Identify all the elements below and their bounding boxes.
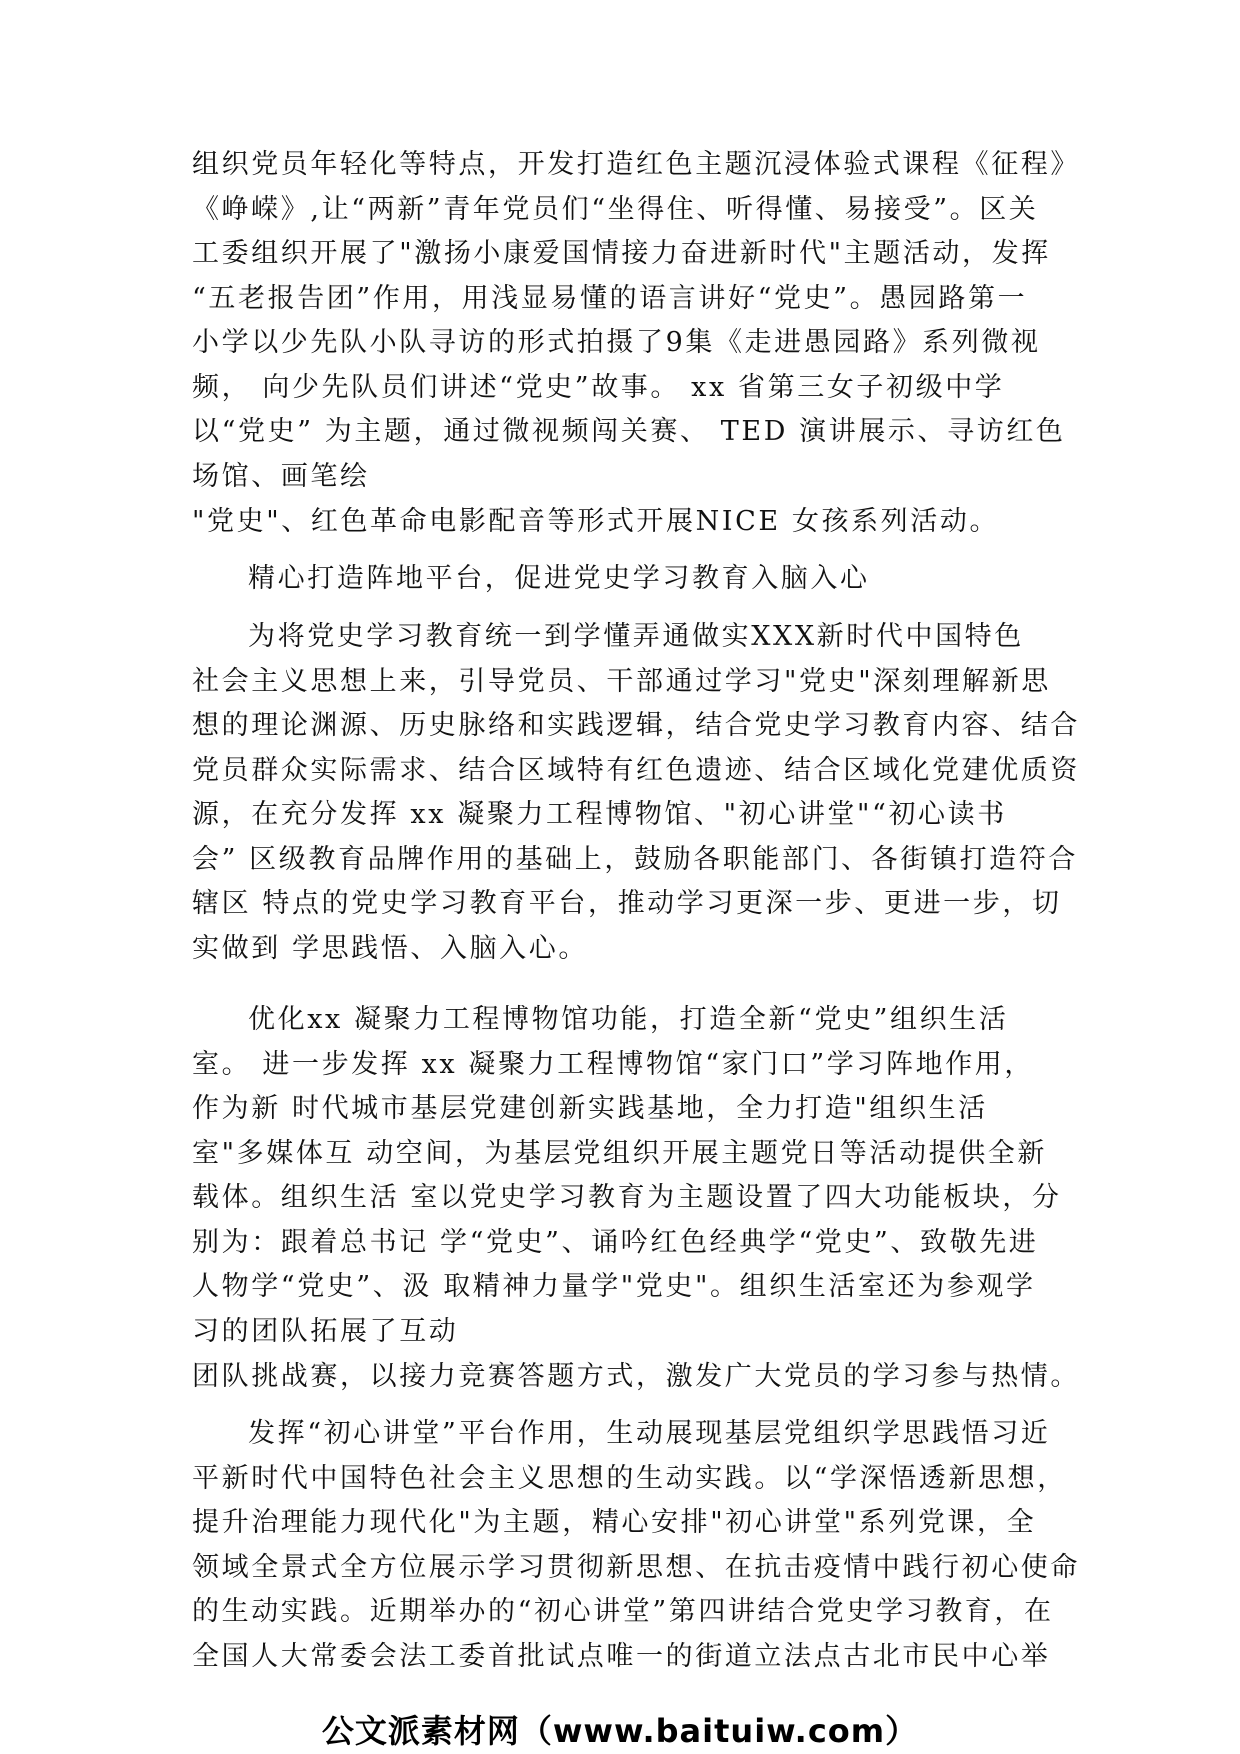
text-line: 室"多媒体互 动空间，为基层党组织开展主题党日等活动提供全新 bbox=[192, 1137, 1047, 1169]
paragraph-2 bbox=[192, 615, 1080, 971]
paragraph-4 bbox=[192, 1412, 1080, 1679]
text-line: 会” 区级教育品牌作用的基础上，鼓励各职能部门、各街镇打造符合 bbox=[192, 843, 1078, 875]
heading-text: 精心打造阵地平台，促进党史学习教育入脑入心 bbox=[248, 563, 870, 594]
text-line: 载体。组织生活 室以党史学习教育为主题设置了四大功能板块，分 bbox=[192, 1182, 1062, 1213]
text-line: 习的团队拓展了互动 bbox=[192, 1315, 459, 1347]
text-line: 工委组织开展了"激扬小康爱国情接力奋进新时代"主题活动，发挥 bbox=[192, 238, 1051, 269]
text-line: 组织党员年轻化等特点，开发打造红色主题沉浸体验式课程《征程》 bbox=[192, 149, 1080, 180]
text-line: 提升治理能力现代化"为主题，精心安排"初心讲堂"系列党课，全 bbox=[192, 1507, 1037, 1538]
text-line: 室。 进一步发挥 xx 凝聚力工程博物馆“家门口”学习阵地作用， bbox=[192, 1048, 1035, 1080]
text-line: 的生动实践。近期举办的“初心讲堂”第四讲结合党史学习教育，在 bbox=[192, 1596, 1054, 1627]
text-line: 别为：跟着总书记 学“党史”、诵吟红色经典学“党史”、致敬先进 bbox=[192, 1226, 1039, 1258]
text-line: “五老报告团”作用，用浅显易懂的语言讲好“党史”。愚园路第一 bbox=[192, 282, 1028, 314]
text-line: 党员群众实际需求、结合区域特有红色遗迹、结合区域化党建优质资 bbox=[192, 754, 1080, 786]
text-line: 团队挑战赛，以接力竞赛答题方式，激发广大党员的学习参与热情。 bbox=[192, 1361, 1080, 1392]
text-line: "党史"、红色革命电影配音等形式开展NICE 女孩系列活动。 bbox=[192, 506, 1000, 537]
text-line: 社会主义思想上来，引导党员、干部通过学习"党史"深刻理解新思 bbox=[192, 665, 1051, 697]
text-line: 小学以少先队小队寻访的形式拍摄了9集《走进愚园路》系列微视 bbox=[192, 327, 1041, 358]
text-line: 优化xx 凝聚力工程博物馆功能，打造全新“党史”组织生活 bbox=[248, 1004, 1009, 1035]
page-footer: 公文派素材网（www.baituiw.com） bbox=[321, 1712, 919, 1750]
paragraph-3-continuation bbox=[192, 1355, 1080, 1400]
text-line: 以“党史” 为主题，通过微视频闯关赛、 TED 演讲展示、寻访红色 bbox=[192, 416, 1066, 447]
text-line: 想的理论渊源、历史脉络和实践逻辑，结合党史学习教育内容、结合 bbox=[192, 710, 1080, 741]
text-line: 辖区 特点的党史学习教育平台，推动学习更深一步、更进一步，切 bbox=[192, 888, 1062, 919]
paragraph-1-continuation bbox=[192, 500, 1072, 545]
text-line: 作为新 时代城市基层党建创新实践基地，全力打造"组织生活 bbox=[192, 1093, 988, 1124]
text-line: 源，在充分发挥 xx 凝聚力工程博物馆、"初心讲堂"“初心读书 bbox=[192, 799, 1007, 830]
text-line: 场馆、画笔绘 bbox=[192, 460, 370, 492]
paragraph-1 bbox=[192, 143, 1080, 499]
text-line: 领域全景式全方位展示学习贯彻新思想、在抗击疫情中践行初心使命 bbox=[192, 1551, 1080, 1583]
text-line: 频， 向少先队员们讲述“党史”故事。 xx 省第三女子初级中学 bbox=[192, 371, 1005, 403]
text-line: 平新时代中国特色社会主义思想的生动实践。以“学深悟透新思想， bbox=[192, 1462, 1067, 1494]
text-line: 发挥“初心讲堂”平台作用，生动展现基层党组织学思践悟习近 bbox=[248, 1418, 1051, 1449]
text-line: 实做到 学思践悟、入脑入心。 bbox=[192, 932, 588, 964]
text-line: 为将党史学习教育统一到学懂弄通做实XXX新时代中国特色 bbox=[248, 621, 1024, 652]
paragraph-3 bbox=[192, 998, 1072, 1354]
text-line: 人物学“党史”、汲 取精神力量学"党史"。组织生活室还为参观学 bbox=[192, 1271, 1036, 1302]
section-heading bbox=[192, 557, 1072, 602]
text-line: 全国人大常委会法工委首批试点唯一的街道立法点古北市民中心举 bbox=[192, 1640, 1051, 1672]
text-line: 《峥嵘》,让“两新”青年党员们“坐得住、听得懂、易接受”。区关 bbox=[192, 193, 1039, 225]
